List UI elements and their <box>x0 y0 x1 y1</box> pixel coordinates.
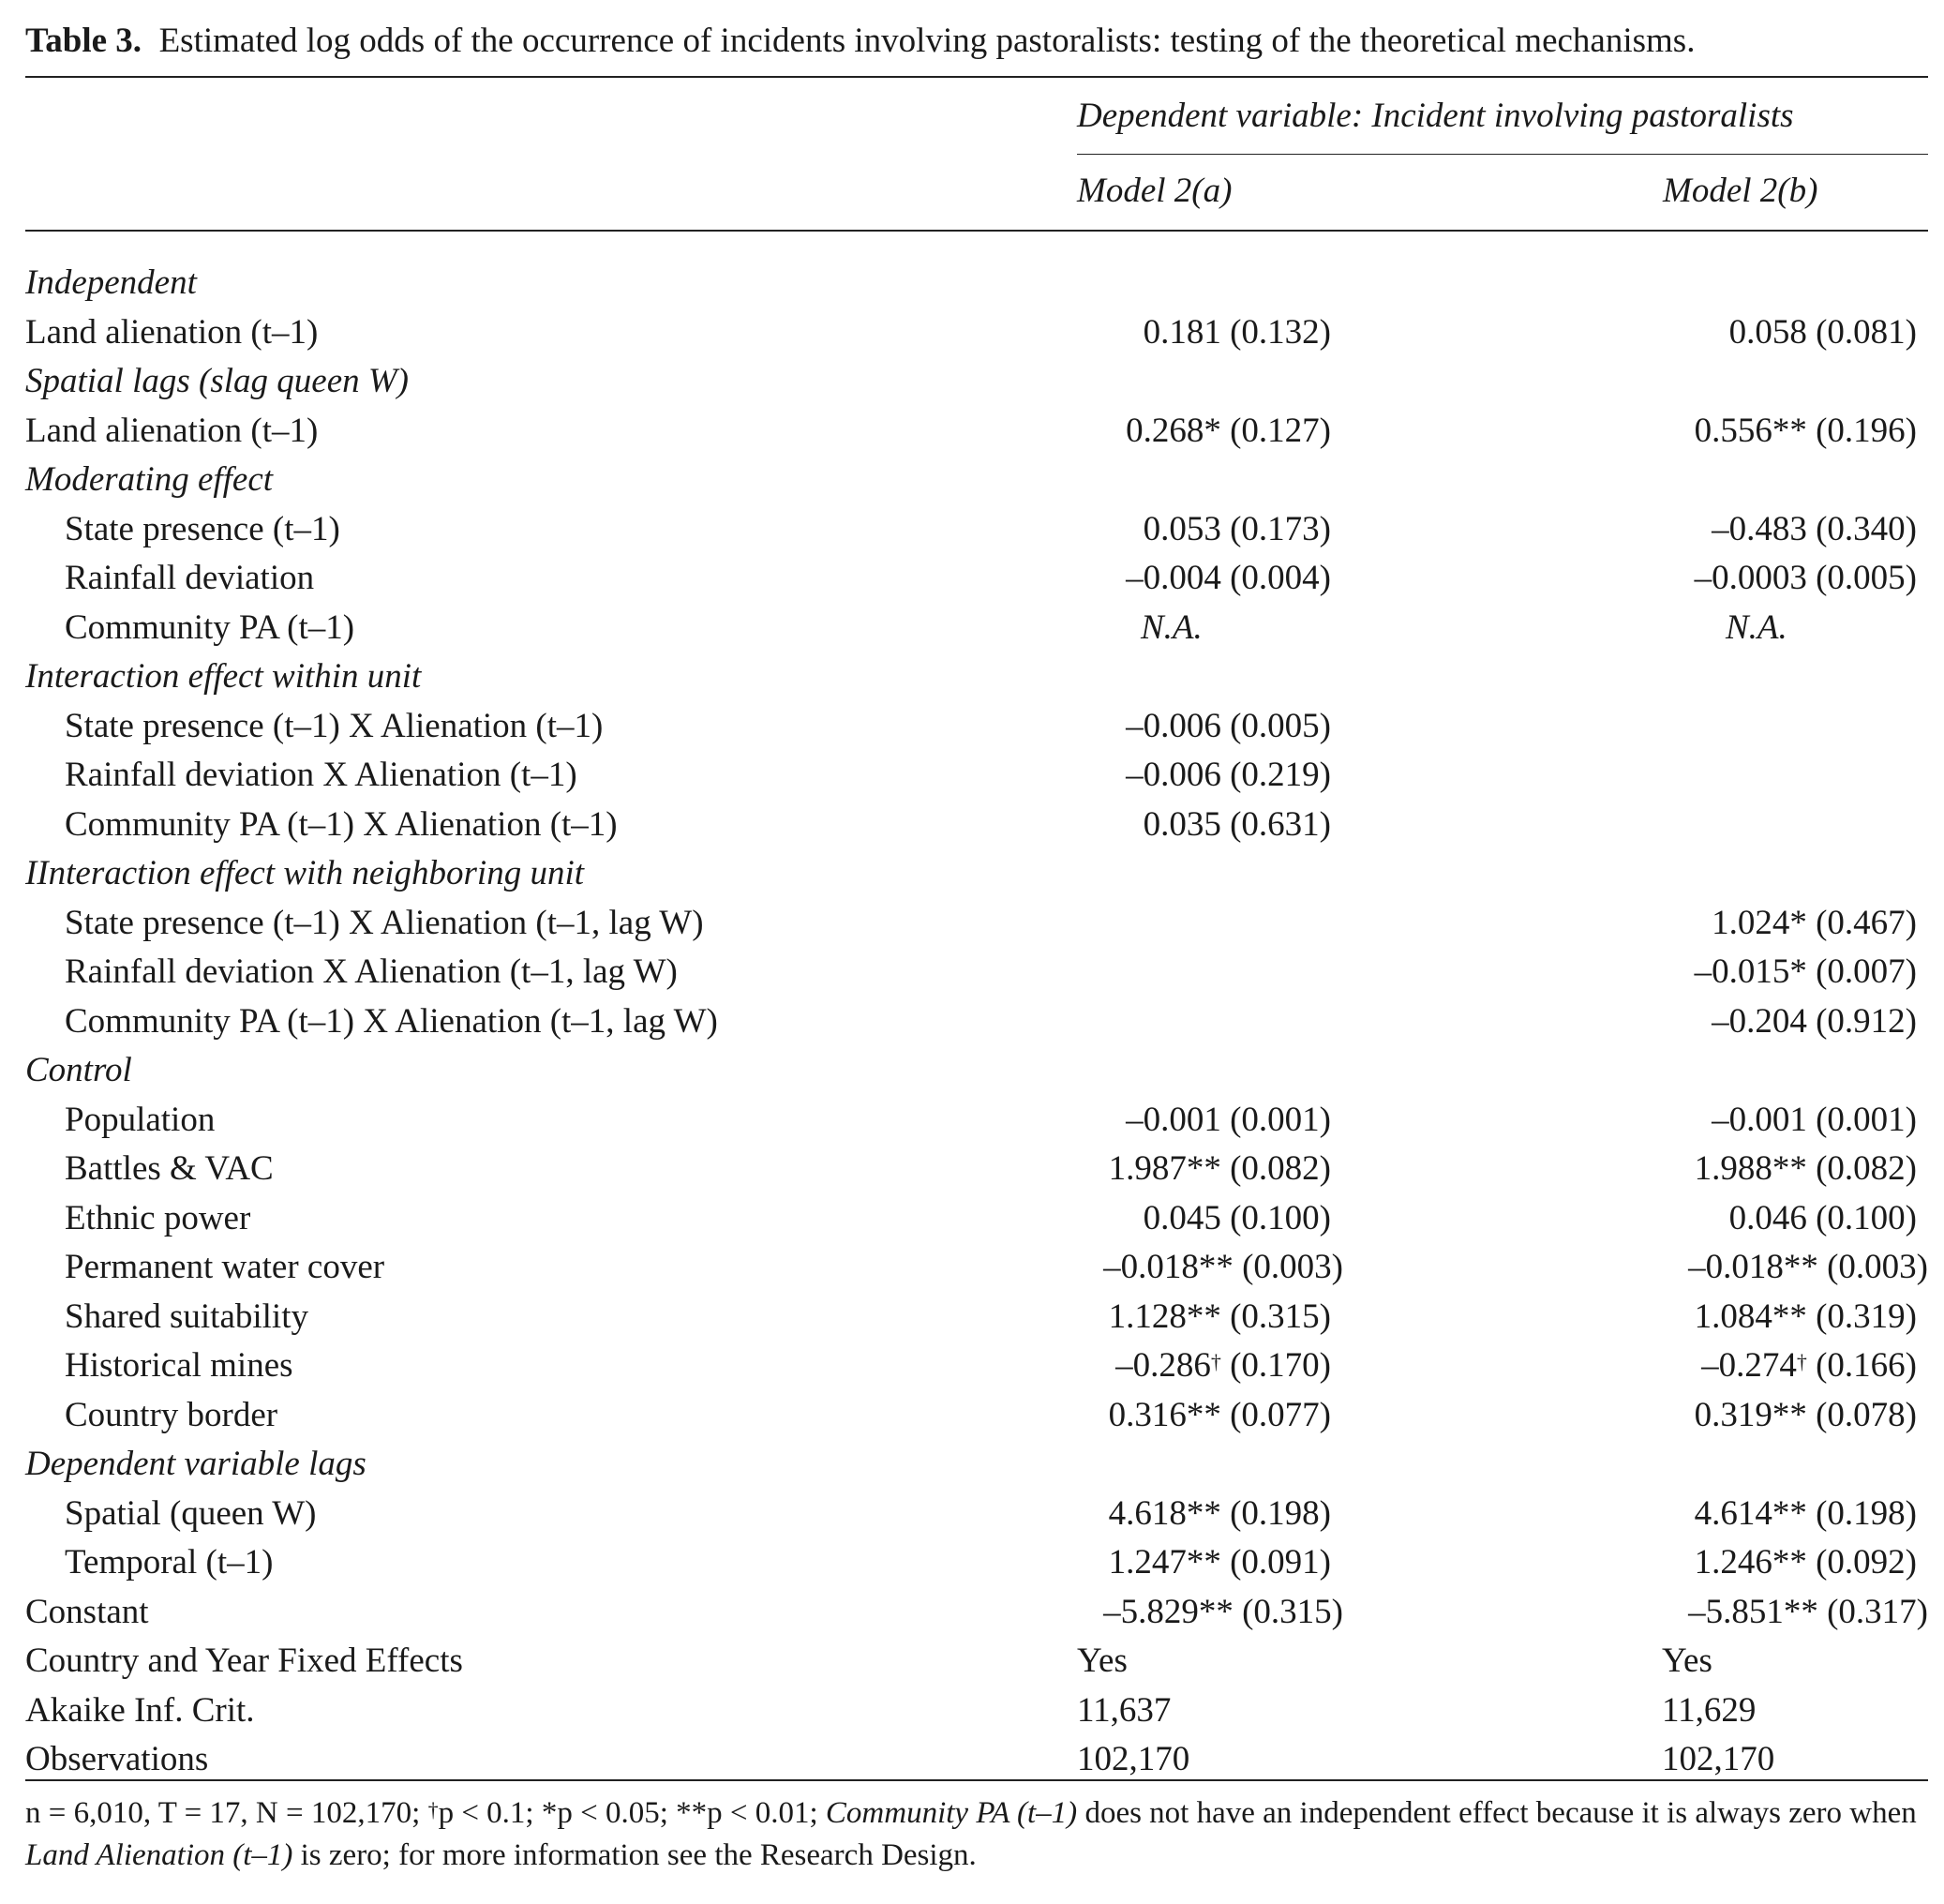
table-row <box>25 308 1928 358</box>
model-a-value: Yes <box>1077 1642 1128 1680</box>
section-header-row <box>25 1440 1928 1490</box>
model-b-value: –5.851** (0.317) <box>1688 1592 1928 1631</box>
table-row <box>25 505 1928 555</box>
footnote-term-community-pa: Community PA (t–1) <box>825 1796 1078 1830</box>
table-row <box>25 1588 1928 1638</box>
model-b-value: 4.614** (0.198) <box>1694 1493 1917 1533</box>
section-header-row <box>25 357 1928 407</box>
table-row <box>25 1735 1928 1785</box>
table-title: Estimated log odds of the occurrence of incidents involving pastoralists: testing of the theoretical mechanisms. <box>158 22 1696 60</box>
model-b-value: –0.204 (0.912) <box>1712 1001 1917 1041</box>
footnote-significance: p < 0.1; *p < 0.05; **p < 0.01; <box>438 1796 826 1830</box>
row-label: Spatial lags (slag queen W) <box>25 362 410 400</box>
table-row <box>25 899 1928 949</box>
row-label: Population <box>65 1100 216 1139</box>
row-label: Dependent variable lags <box>25 1445 366 1483</box>
model-b-value: 102,170 <box>1662 1740 1775 1778</box>
table-row <box>25 997 1928 1047</box>
table-page <box>25 13 1928 1872</box>
model-a-value: 0.268* (0.127) <box>1126 411 1331 450</box>
model-a-value: 1.128** (0.315) <box>1108 1297 1331 1336</box>
model-a-value: –0.001 (0.001) <box>1126 1100 1331 1139</box>
top-rule <box>25 76 1928 78</box>
row-label: Control <box>25 1051 132 1089</box>
row-label: Battles & VAC <box>65 1149 274 1188</box>
model-a-value: 102,170 <box>1077 1740 1190 1778</box>
table-row <box>25 1391 1928 1441</box>
table-row <box>25 1145 1928 1194</box>
row-label: Community PA (t–1) X Alienation (t–1, lag W) <box>65 1001 718 1041</box>
table-number: Table 3. <box>25 22 142 60</box>
row-label: State presence (t–1) X Alienation (t–1, lag W) <box>65 903 704 942</box>
table-row <box>25 407 1928 457</box>
model-b-value: 0.556** (0.196) <box>1694 411 1917 450</box>
model-a-value: 0.053 (0.173) <box>1143 509 1331 548</box>
row-label: Moderating effect <box>25 460 274 499</box>
model-b-value: 1.246** (0.092) <box>1694 1543 1917 1582</box>
model-a-header: Model 2(a) <box>1077 172 1233 210</box>
model-b-value: 0.319** (0.078) <box>1694 1395 1917 1434</box>
model-b-value: 1.988** (0.082) <box>1694 1149 1917 1188</box>
model-b-value: –0.015* (0.007) <box>1694 952 1917 991</box>
table-row <box>25 1194 1928 1244</box>
row-label: State presence (t–1) <box>65 509 340 548</box>
row-label: Constant <box>25 1592 149 1631</box>
footnote-stats: n = 6,010, T = 17, N = 102,170; <box>25 1796 428 1830</box>
model-b-value: –0.018** (0.003) <box>1688 1248 1928 1286</box>
row-label: Interaction effect within unit <box>25 657 422 696</box>
footnote-reference: is zero; for more information see the Research Design. <box>292 1838 977 1872</box>
model-a-value: –5.829** (0.315) <box>1103 1592 1343 1631</box>
row-label: Akaike Inf. Crit. <box>25 1690 255 1730</box>
row-label: Observations <box>25 1740 209 1778</box>
model-a-value: –0.006 (0.219) <box>1126 756 1331 794</box>
model-a-value: 4.618** (0.198) <box>1108 1493 1331 1533</box>
model-b-header: Model 2(b) <box>1663 172 1818 210</box>
model-b-value: 1.024* (0.467) <box>1712 903 1917 942</box>
model-a-value: –0.004 (0.004) <box>1126 559 1331 597</box>
model-a-value: –0.018** (0.003) <box>1103 1248 1343 1286</box>
row-label: Independent <box>25 263 197 302</box>
table-row <box>25 1342 1928 1391</box>
row-label: Spatial (queen W) <box>65 1493 317 1533</box>
row-label: Rainfall deviation X Alienation (t–1) <box>65 756 577 794</box>
row-label: Ethnic power <box>65 1198 251 1237</box>
model-b-value: –0.274† (0.166) <box>1701 1346 1917 1385</box>
row-label: Land alienation (t–1) <box>25 312 319 352</box>
section-header-row <box>25 849 1928 899</box>
section-header-row <box>25 259 1928 308</box>
model-a-value: 1.247** (0.091) <box>1108 1543 1331 1582</box>
model-b-value: –0.0003 (0.005) <box>1694 559 1917 597</box>
model-b-value: 1.084** (0.319) <box>1694 1297 1917 1336</box>
row-label: Community PA (t–1) X Alienation (t–1) <box>65 804 618 844</box>
model-b-value: 0.046 (0.100) <box>1728 1198 1917 1237</box>
model-a-value: 1.987** (0.082) <box>1108 1149 1331 1188</box>
table-row <box>25 1243 1928 1293</box>
model-b-value: Yes <box>1662 1642 1712 1680</box>
section-header-row <box>25 456 1928 505</box>
row-label: Rainfall deviation X Alienation (t–1, lag W) <box>65 952 678 991</box>
row-label: Temporal (t–1) <box>65 1543 274 1582</box>
row-label: Land alienation (t–1) <box>25 411 319 450</box>
header-underline <box>1077 154 1928 155</box>
table-row <box>25 554 1928 604</box>
model-a-value: 0.181 (0.132) <box>1143 312 1331 352</box>
model-b-value: –0.001 (0.001) <box>1712 1100 1917 1139</box>
row-label: State presence (t–1) X Alienation (t–1) <box>65 706 604 745</box>
row-label: Rainfall deviation <box>65 559 315 597</box>
model-b-value: N.A. <box>1726 607 1787 647</box>
table-row <box>25 1637 1928 1687</box>
footnote-explanation: does not have an independent effect because it is always zero when <box>1077 1796 1917 1830</box>
table-caption <box>25 13 1928 69</box>
row-label: Permanent water cover <box>65 1248 385 1286</box>
model-b-value: 0.058 (0.081) <box>1728 312 1917 352</box>
model-a-value: –0.286† (0.170) <box>1115 1346 1331 1385</box>
model-a-value: –0.006 (0.005) <box>1126 706 1331 745</box>
model-a-value: 0.045 (0.100) <box>1143 1198 1331 1237</box>
row-label: Country border <box>65 1395 278 1434</box>
model-a-value: 0.316** (0.077) <box>1108 1395 1331 1434</box>
footnote-term-land-alienation: Land Alienation (t–1) <box>25 1838 293 1872</box>
model-b-value: 11,629 <box>1662 1690 1757 1730</box>
model-a-value: 11,637 <box>1077 1690 1172 1730</box>
table-row <box>25 1687 1928 1736</box>
section-header-row <box>25 1046 1928 1096</box>
table-row <box>25 801 1928 850</box>
row-label: Community PA (t–1) <box>65 607 355 647</box>
row-label: Shared suitability <box>65 1297 308 1336</box>
table-row <box>25 1096 1928 1146</box>
table-row <box>25 751 1928 801</box>
table-row <box>25 604 1928 653</box>
row-label: Historical mines <box>65 1346 293 1385</box>
section-header-row <box>25 652 1928 702</box>
dagger-symbol: † <box>427 1798 439 1822</box>
dependent-variable-header: Dependent variable: Incident involving pastoralists <box>1077 97 1794 135</box>
model-a-value: N.A. <box>1141 607 1203 647</box>
table-row <box>25 1490 1928 1539</box>
table-row <box>25 1293 1928 1342</box>
row-label: IInteraction effect with neighboring unit <box>25 854 585 892</box>
table-body <box>25 259 1928 1785</box>
table-row <box>25 702 1928 752</box>
table-row <box>25 948 1928 997</box>
model-a-value: 0.035 (0.631) <box>1143 804 1331 844</box>
table-footnote <box>25 1792 1928 1877</box>
model-b-value: –0.483 (0.340) <box>1712 509 1917 548</box>
header-bottom-rule <box>25 230 1928 232</box>
row-label: Country and Year Fixed Effects <box>25 1642 463 1680</box>
table-row <box>25 1538 1928 1588</box>
bottom-rule <box>25 1779 1928 1781</box>
